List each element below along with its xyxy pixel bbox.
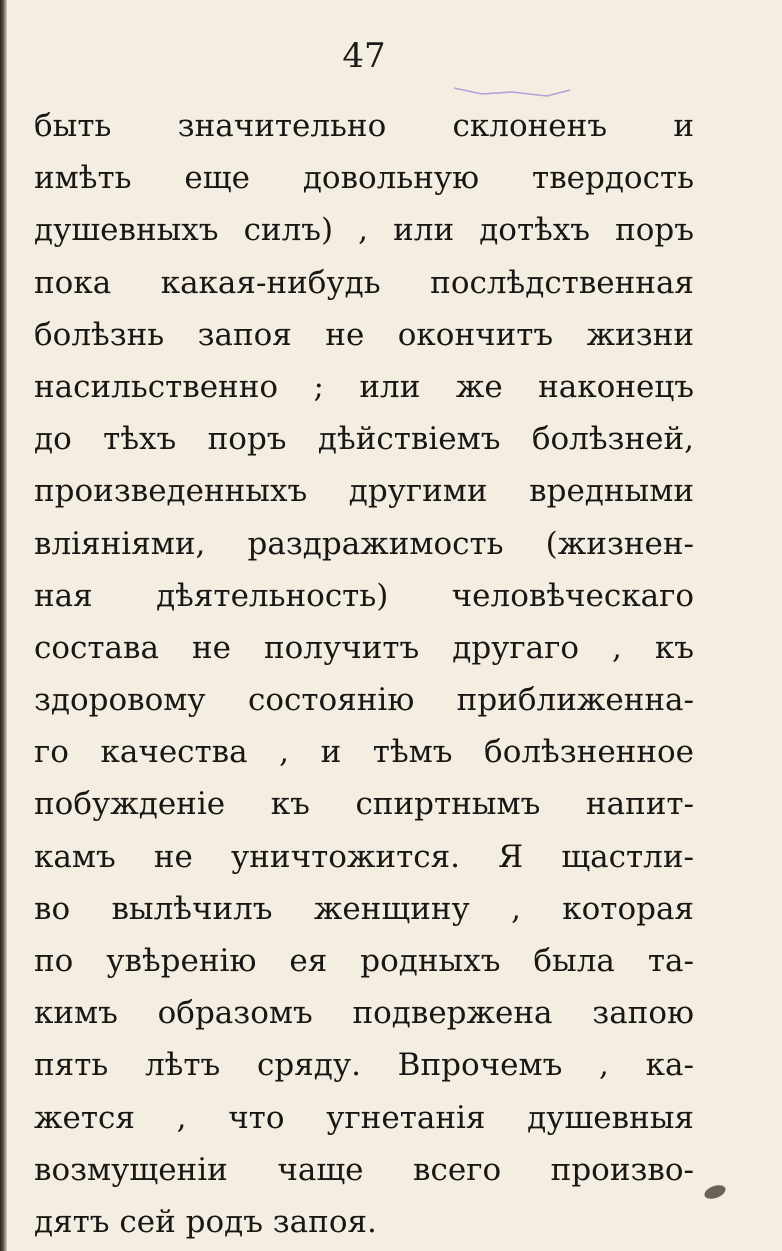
text-line: произведенныхъ другими вредными — [34, 473, 694, 510]
text-line: здоровому состоянію приближенна- — [34, 682, 694, 719]
binding-edge — [0, 0, 7, 1251]
text-line: возмущеніи чаще всего произво- — [34, 1151, 694, 1188]
text-line: вліяніями, раздражимость (жизнен- — [34, 525, 694, 562]
ink-smudge — [703, 1183, 728, 1202]
text-line: душевныхъ силъ) , или дотѣхъ поръ — [34, 212, 694, 249]
text-line: пять лѣтъ сряду. Впрочемъ , ка- — [34, 1047, 694, 1084]
text-line: ная дѣятельность) человѣческаго — [34, 577, 694, 614]
text-line: кимъ образомъ подвержена запою — [34, 995, 694, 1032]
text-line: насильственно ; или же наконецъ — [34, 368, 694, 405]
text-line: во вылѣчилъ женщину , которая — [34, 890, 694, 927]
text-line: пока какая-нибудь послѣдственная — [34, 264, 694, 301]
text-line-last: дятъ сей родъ запоя. — [34, 1203, 377, 1240]
text-line: до тѣхъ поръ дѣйствіемъ болѣзней, — [34, 421, 694, 458]
text-line: состава не получитъ другаго , къ — [34, 629, 694, 666]
text-line: по увѣренію ея родныхъ была та- — [34, 943, 694, 979]
page-number: 47 — [342, 36, 386, 76]
text-line: камъ не уничтожится. Я щастли- — [34, 838, 694, 875]
text-line: имѣть еще довольную твердость — [34, 160, 694, 197]
text-line: го качества , и тѣмъ болѣзненное — [34, 734, 694, 771]
text-line: побужденіе къ спиртнымъ напит- — [34, 786, 694, 823]
text-line: жется , что угнетанія душевныя — [34, 1099, 694, 1136]
body-text — [34, 100, 694, 1248]
text-line: болѣзнь запоя не окончитъ жизни — [34, 316, 694, 353]
text-line: быть значительно склоненъ и — [34, 108, 694, 144]
